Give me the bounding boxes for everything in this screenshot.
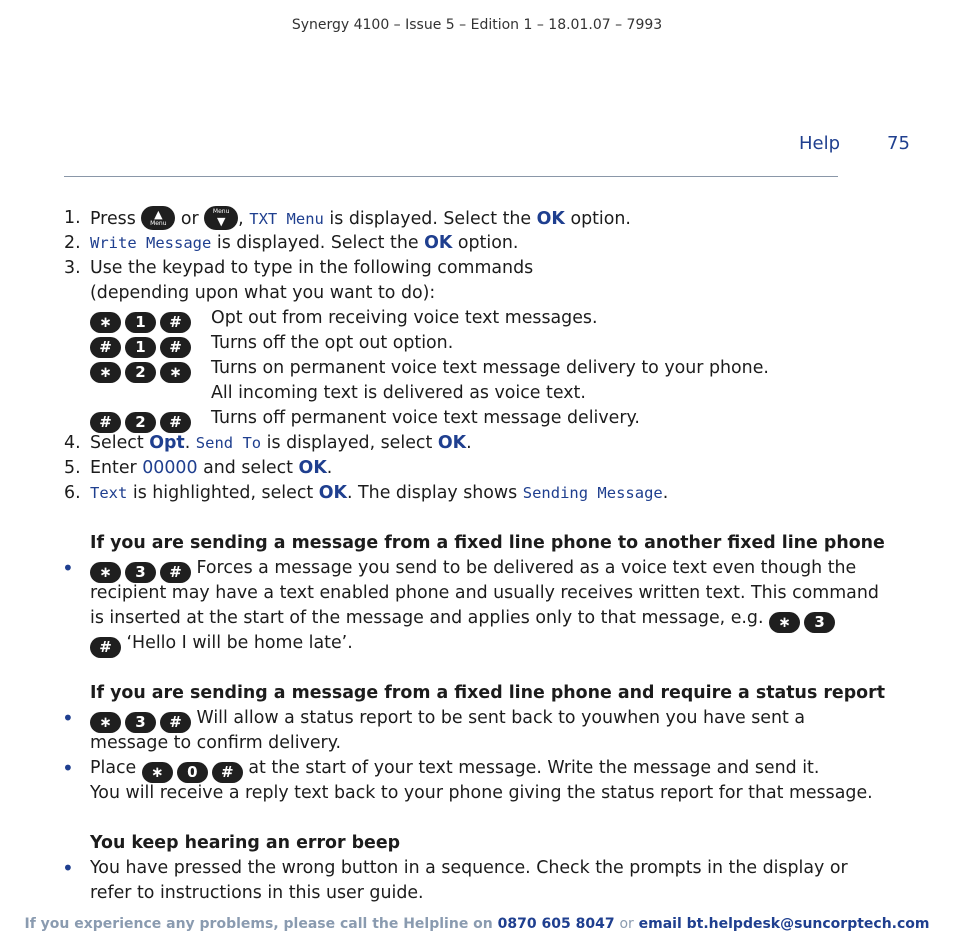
command-description: Opt out from receiving voice text messages. [211,308,598,328]
hash-key-icon: # [212,762,243,783]
bullet-text: ∗ 3 # Forces a message you send to be delivered as a voice text even though the [90,556,856,583]
ok-option: OK [424,233,453,253]
display-text: Send To [195,434,262,452]
step-number: 1. [64,208,81,228]
document-header-line: Synergy 4100 – Issue 5 – Edition 1 – 18.01.07 – 7993 [291,17,663,33]
two-key-icon: 2 [125,362,156,383]
bullet-icon: • [62,706,74,730]
menu-down-key-icon: Menu ▼ [204,206,238,230]
bullet-icon: • [62,856,74,880]
command-description: Turns on permanent voice text message delivery to your phone. [211,358,769,378]
step-text: (depending upon what you want to do): [90,283,436,303]
ok-option: OK [437,433,467,453]
three-key-icon: 3 [125,562,156,583]
key-sequence [90,331,191,358]
three-key-icon: 3 [125,712,156,733]
page-number: 75 [887,133,910,154]
star-key-icon: ∗ [90,362,121,383]
one-key-icon: 1 [125,337,156,358]
header-divider [64,176,838,177]
hash-key-icon: # [160,412,191,433]
step-number: 5. [64,458,81,478]
step-text: Write Message is displayed. Select the OK option. [90,233,519,253]
display-text: Write Message [90,234,212,252]
step-number: 6. [64,483,81,503]
helpline-phone: 0870 605 8047 [497,916,615,932]
step-text: Enter 00000 and select OK. [90,458,333,478]
step-text: Press ▲ Menu or Menu ▼ , TXT Menu is displayed. Select the OK option. [90,208,631,229]
hash-key-icon: # [160,712,191,733]
command-description: Turns off permanent voice text message delivery. [211,408,640,428]
key-sequence [90,406,191,433]
bullet-text: ∗ 3 # Will allow a status report to be sent back to youwhen you have sent a [90,706,805,733]
footer-helpline: If you experience any problems, please call the Helpline on 0870 605 8047 or email bt.helpdesk@suncorptech.com [24,916,930,932]
opt-option: Opt [149,433,185,453]
step-number: 4. [64,433,81,453]
two-key-icon: 2 [125,412,156,433]
hash-key-icon: # [160,562,191,583]
star-key-icon: ∗ [769,612,800,633]
star-key-icon: ∗ [160,362,191,383]
ok-option: OK [298,458,327,478]
command-description: All incoming text is delivered as voice text. [211,383,586,403]
bullet-text: You have pressed the wrong button in a sequence. Check the prompts in the display or [90,858,848,878]
step-number: 2. [64,233,81,253]
menu-up-key-icon: ▲ Menu [141,206,175,230]
three-key-icon: 3 [804,612,835,633]
command-description: Turns off the opt out option. [211,333,454,353]
display-text: Sending Message [522,484,663,502]
ok-option: OK [318,483,347,503]
display-text: TXT Menu [249,210,324,228]
code-value: 00000 [142,458,198,478]
zero-key-icon: 0 [177,762,208,783]
step-text: Text is highlighted, select OK. The display shows Sending Message. [90,483,669,503]
hash-key-icon: # [90,337,121,358]
hash-key-icon: # [90,412,121,433]
hash-key-icon: # [160,337,191,358]
star-key-icon: ∗ [90,562,121,583]
star-key-icon: ∗ [142,762,173,783]
one-key-icon: 1 [125,312,156,333]
step-text: Select Opt. Send To is displayed, select OK. [90,433,472,453]
hash-key-icon: # [90,637,121,658]
section-title: Help [799,133,841,154]
bullet-icon: • [62,756,74,780]
step-text: Use the keypad to type in the following commands [90,258,534,278]
star-key-icon: ∗ [90,712,121,733]
bullet-icon: • [62,556,74,580]
key-sequence [90,306,191,333]
display-text: Text [90,484,128,502]
helpdesk-email[interactable]: email bt.helpdesk@suncorptech.com [638,916,930,932]
ok-option: OK [536,209,565,229]
hash-key-icon: # [160,312,191,333]
key-sequence [90,356,191,383]
star-key-icon: ∗ [90,312,121,333]
bullet-text: Place ∗ 0 # at the start of your text message. Write the message and send it. [90,758,820,781]
step-number: 3. [64,258,81,278]
